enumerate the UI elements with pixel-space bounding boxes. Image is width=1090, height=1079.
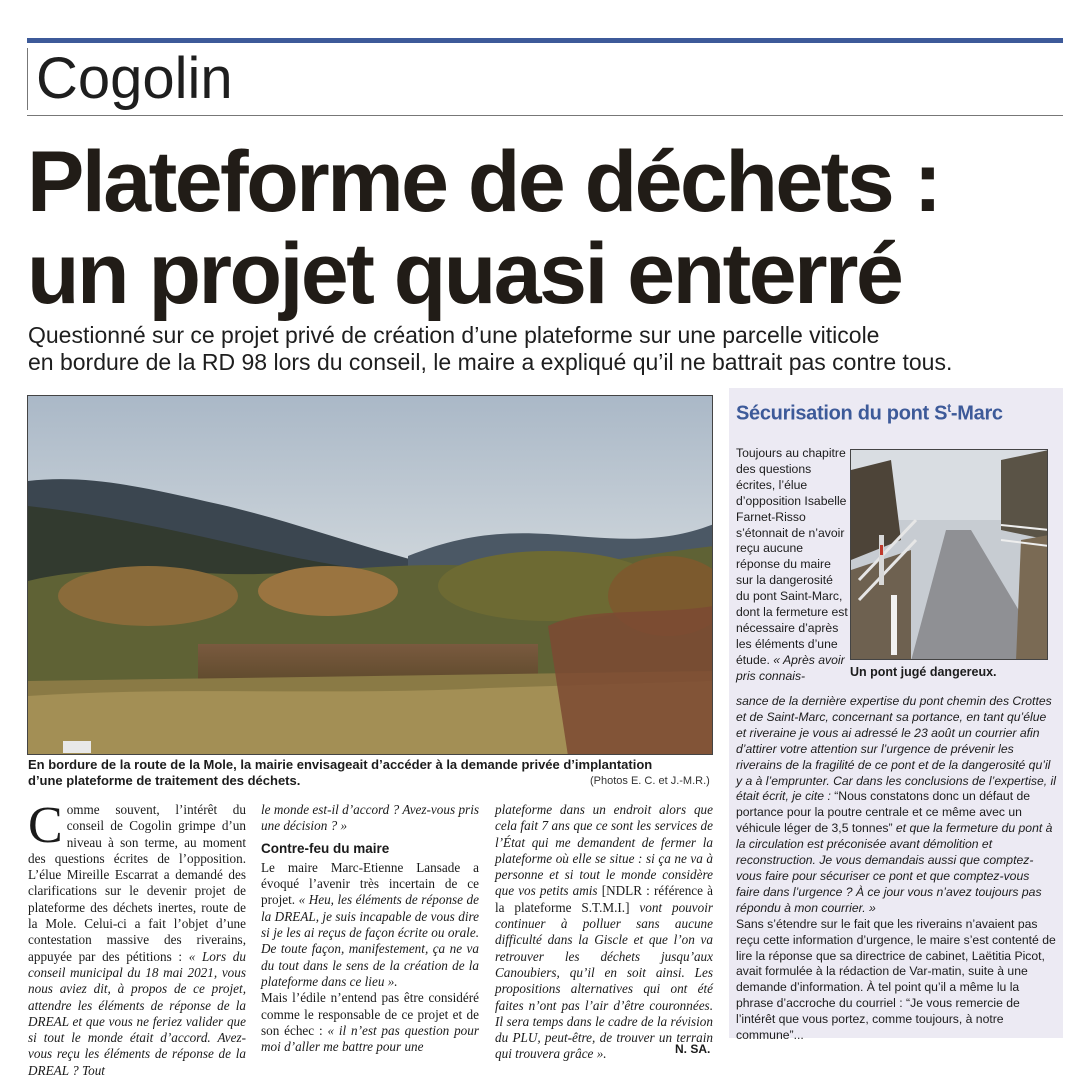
sidebar-paragraph-2: Sans s’étendre sur le fait que les riverains n’avaient pas reçu cette information d’urgence, le maire s’est contenté de lire la réponse que sa directrice de cabinet, Laëtitia Picot, avait formulée à la rédaction de Var-matin, suite à une demande d’information. À tel point qu’il a même lu la phrase d’accroche du courriel : “Je vous remercie de l’intérêt que vous portez, comme toujours, à notre commune”... xyxy=(736,916,1056,1043)
article-mayor-quote-end: vont pouvoir continuer à polluer sans aucune difficulté dans la Giscle et que l’on va retrouver les déchets jusqu’aux Canoubiers, qu’il en soit ainsi. Les propositions alternatives qui ont été faites n’ont pas l’air d’être couronnées. Il sera temps dans le cadre de la révision du PLU, peut-être, de trouver un terrain qui trouvera grâce ». xyxy=(495,899,713,1062)
sidebar-title-text: Sécurisation du pont S xyxy=(736,402,948,425)
article-mayor-quote-2: « il n’est pas question pour moi d’aller me battre pour une xyxy=(261,1022,479,1055)
standfirst-line-2: en bordure de la RD 98 lors du conseil, le maire a expliqué qu’il ne battrait pas contre tous. xyxy=(28,349,953,375)
landscape-illustration xyxy=(28,396,713,755)
article-subhead: Contre-feu du maire xyxy=(261,840,390,856)
article-column-2 xyxy=(261,802,479,1055)
caption-line-1: En bordure de la route de la Mole, la mairie envisageait d’accéder à la demande privée d’implantation xyxy=(28,757,653,772)
standfirst xyxy=(28,322,1068,376)
article-mayor-paragraph-2: Mais l’édile n’entend pas être considéré comme le responsable de ce projet et de son échec : xyxy=(261,990,479,1038)
article-quote-opposition: « Lors du conseil municipal du 18 mai 2021, vous nous aviez dit, à propos de ce projet, attendre les éléments de réponse de la DREAL et que vous ne feriez valider que si tout le monde était d’accord. Avez-vous reçu les éléments de réponse de la DREAL ? Tout xyxy=(28,948,246,1078)
article-quote-opposition-end: le monde est-il d’accord ? Avez-vous pris une décision ? » xyxy=(261,802,479,834)
article-column-3 xyxy=(495,802,713,1063)
sidebar-title-end: -Marc xyxy=(950,402,1003,425)
sidebar-citation: “Nous constatons donc un défaut de portance pour la poutre centrale et ce même avec un véhicule léger de 3,5 tonnes” xyxy=(736,789,1031,836)
article-mayor-paragraph: Le maire Marc-Etienne Lansade a évoqué l’avenir très incertain de ce projet. xyxy=(261,859,479,908)
article-mayor-quote: « Heu, les éléments de réponse de la DREAL, je suis incapable de vous dire si je les ai reçus de façon écrite ou orale. De toute façon, manifestement, ça ne va du tout dans le sens de la création de la plateforme dans ce lieu ». xyxy=(261,892,479,989)
article-ndlr: [NDLR : référence à la plateforme S.T.M.I.] xyxy=(495,883,714,915)
photo-credit: (Photos E. C. et J.-M.R.) xyxy=(590,775,710,787)
section-rule xyxy=(27,115,1063,116)
bridge-photo xyxy=(850,449,1048,660)
headline-line-1: Plateforme de déchets : xyxy=(27,134,940,230)
top-rule xyxy=(27,38,1063,43)
main-photo-vineyard xyxy=(27,395,713,755)
headline-line-2: un projet quasi enterré xyxy=(27,226,902,322)
article-intro: omme souvent, l’intérêt du conseil de Cogolin grimpe d’un niveau à son terme, au moment des questions écrites de l’opposition. L’élue Mireille Escarrat a demandé des clarifications sur le devenir projet de plateforme des déchets inertes, route de la Mole. Celui-ci a fait l’objet d’une contestation massive des riverains, appuyée par des pétitions : xyxy=(28,802,246,964)
sidebar-body xyxy=(736,664,1056,1044)
article-mayor-quote-cont: plateforme dans un endroit alors que cela fait 7 ans que ce sont les services de l’État qui me demandent de fermer la plateforme où elle se situe : si ça ne va à personne et si tout le monde considère que vos petits amis xyxy=(495,802,713,899)
sidebar-intro xyxy=(736,446,848,685)
section-title: Cogolin xyxy=(36,46,233,111)
bridge-caption: Un pont jugé dangereux. xyxy=(850,665,997,679)
article-column-1 xyxy=(28,797,246,1079)
sidebar-quote-start: « Après avoir pris connais- xyxy=(736,652,845,683)
dropcap: C xyxy=(28,797,63,854)
headline xyxy=(27,136,1077,320)
sidebar-quote-2: et que la fermeture du pont à la circulation est préconisée avant démolition et reconstruction. Je vous demandais aussi que comptez-vous faire pour sécuriser ce pont et que comptez-vous faire dans l’urgence ? À ce jour vous n’avez toujours pas répondu à mon courrier. » xyxy=(736,821,1053,915)
standfirst-line-1: Questionné sur ce projet privé de création d’une plateforme sur une parcelle viticole xyxy=(28,322,880,348)
sidebar-intro-text: Toujours au chapitre des questions écrites, l’élue d’opposition Isabelle Farnet-Risso s’étonnait de n’avoir reçu aucune réponse du maire sur la dangerosité du pont Saint-Marc, dont la fermeture est nécessaire d’après les éléments d’une étude. xyxy=(736,446,848,667)
sidebar-title xyxy=(736,401,1003,426)
section-divider xyxy=(27,48,28,110)
author-signature: N. SA. xyxy=(675,1042,711,1056)
sidebar-quote-1: sance de la dernière expertise du pont chemin des Crottes et de Saint-Marc, concernant sa portance, en tant qu’élue et riveraine je vous ai adressé le 23 août un courrier afin d’attirer votre attention sur l’urgence de prévenir les riverains de la fragilité de ce pont et de la dangerosité qu’il y a à l’emprunter. Car dans les conclusions de l’expertise, il était écrit, je cite : xyxy=(736,694,1056,804)
bridge-illustration xyxy=(851,450,1048,660)
sidebar-title-sup: t xyxy=(947,401,951,415)
caption-line-2: d’une plateforme de traitement des déchets. xyxy=(28,773,301,788)
